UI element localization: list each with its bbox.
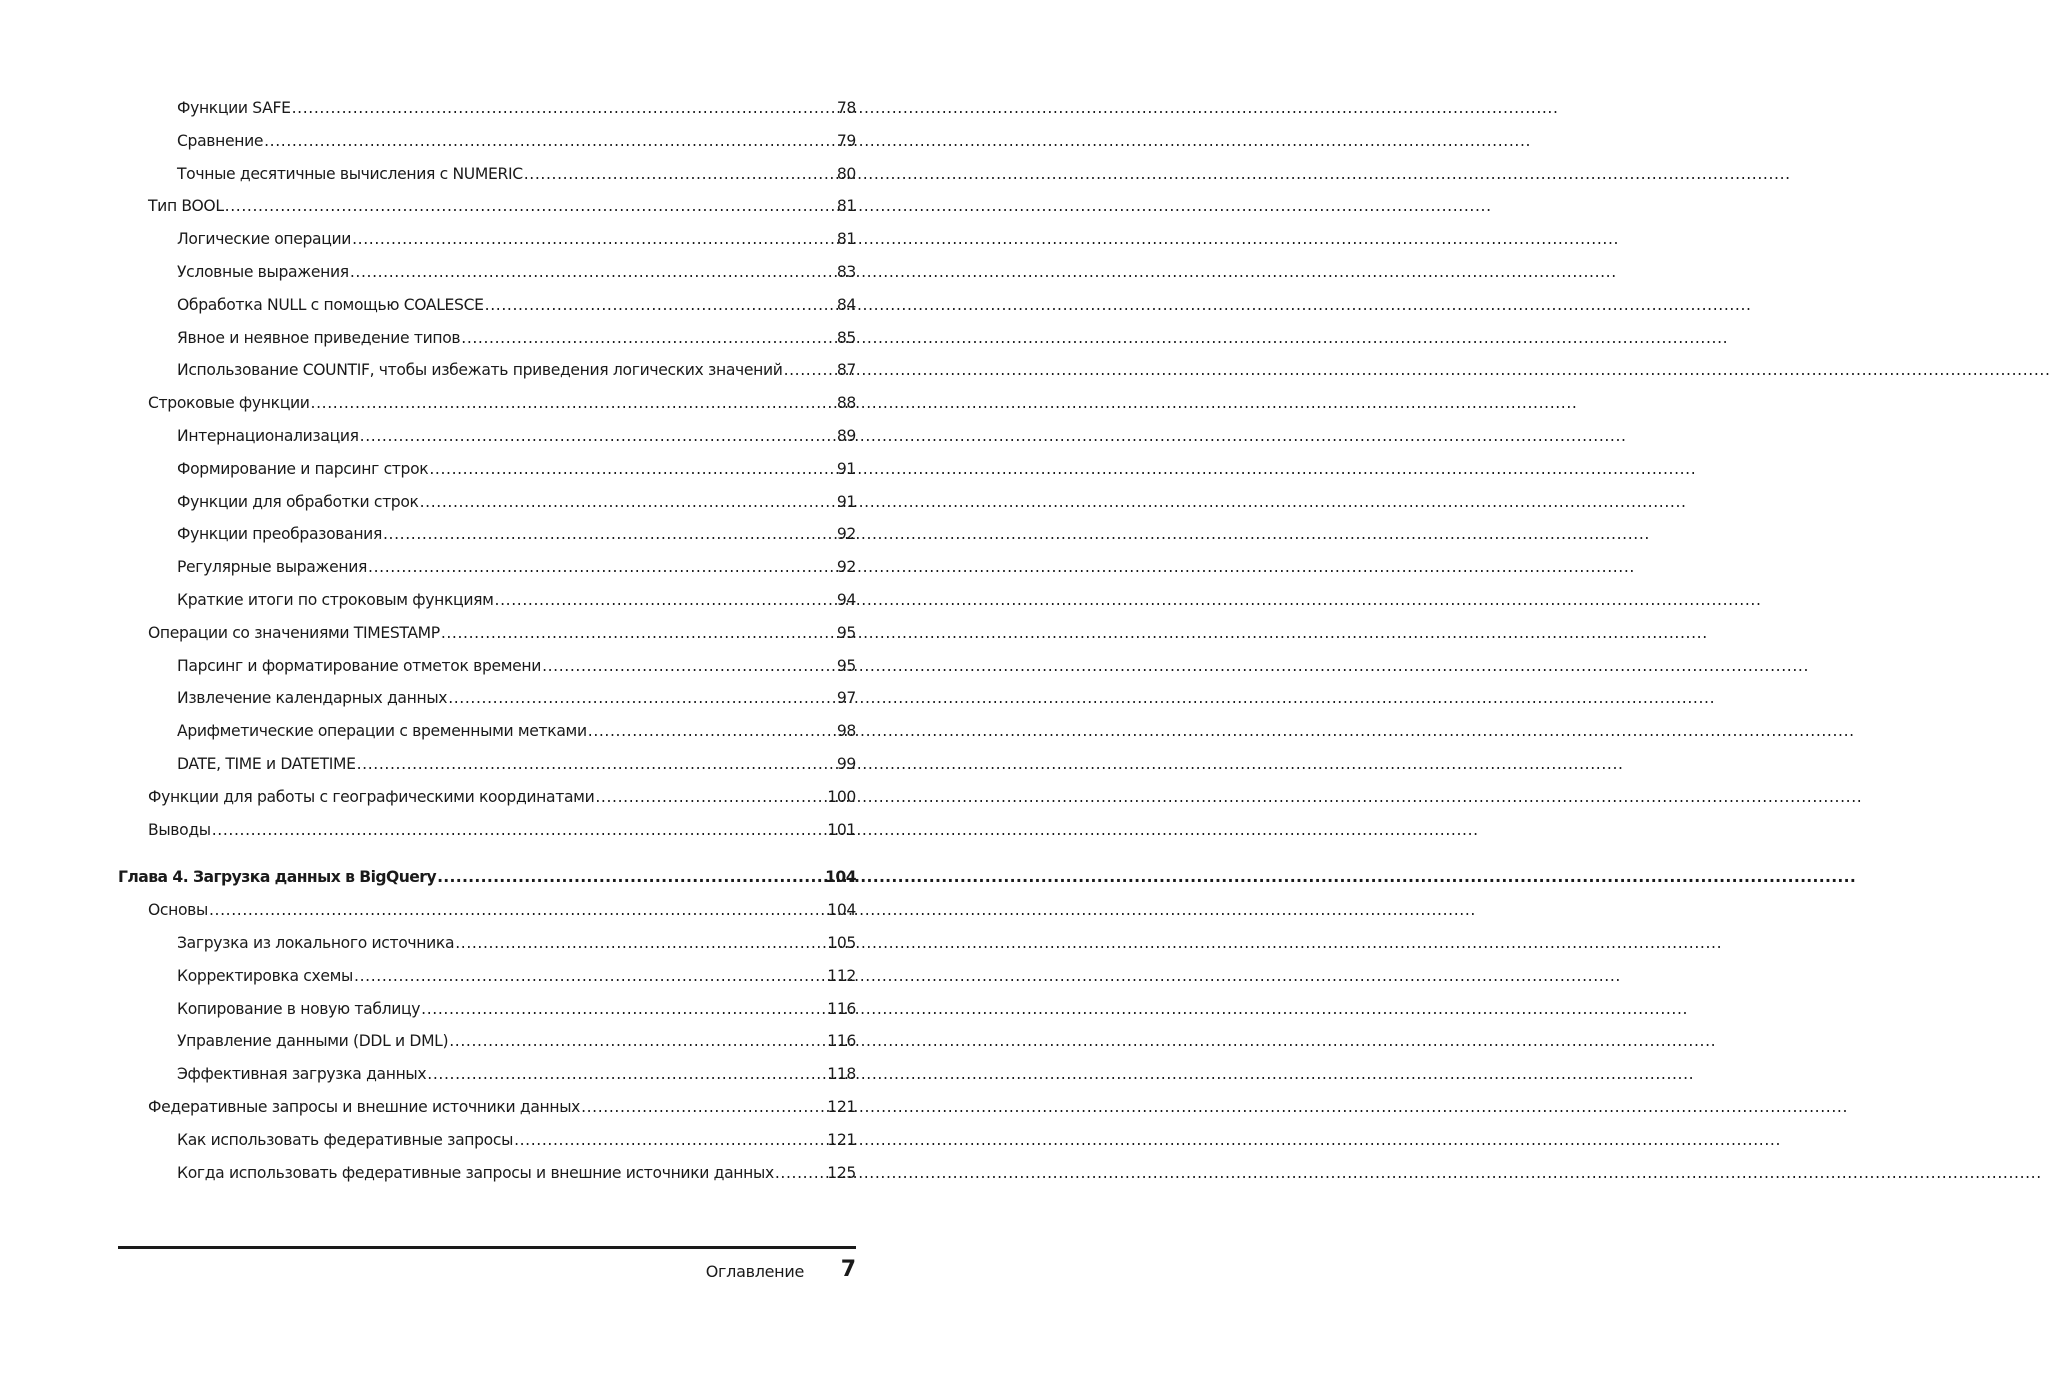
toc-dot-leader [420,486,836,519]
toc-entry-title: Глава 4. Загрузка данных в BigQuery [118,868,437,887]
toc-entry[interactable] [118,420,856,453]
toc-dot-leader [354,960,826,993]
toc-entry-page: 84 [836,295,856,314]
toc-entry-page: 92 [836,558,856,577]
toc-entry-title: Обработка NULL с помощью COALESCE [177,295,484,314]
toc-entry-page: 79 [836,131,856,150]
toc-entry[interactable] [118,927,856,960]
toc-entry-title: Тип BOOL [148,197,224,216]
toc-dot-leader [455,927,826,960]
footer-section-label: Оглавление [705,1262,804,1281]
toc-entry[interactable] [118,387,856,420]
toc-entry-page: 125 [827,1163,856,1182]
toc-dot-leader [209,894,826,927]
toc-entry-page: 116 [827,1032,856,1051]
toc-dot-leader [514,1124,826,1157]
toc-entry-page: 99 [836,754,856,773]
toc-dot-leader [595,781,826,814]
toc-entry-page: 78 [836,99,856,117]
toc-dot-leader [581,1091,826,1124]
toc-entry[interactable] [118,486,856,519]
toc-entry-page: 121 [827,1097,856,1116]
toc-entry-page: 101 [827,820,856,839]
toc-entry-title: Основы [148,901,208,920]
toc-dot-leader [360,420,836,453]
toc-dot-leader [441,617,836,650]
toc-entry-page: 81 [836,197,856,216]
toc-dot-leader [352,223,836,256]
toc-entry-title: Корректировка схемы [177,966,354,985]
footer-divider [118,1246,856,1249]
toc-entry-title: Функции SAFE [177,99,291,117]
toc-entry[interactable] [118,617,856,650]
toc-entry-page: 81 [836,230,856,249]
toc-dot-leader [524,158,836,191]
toc-dot-leader [784,354,836,387]
toc-dot-leader [775,1157,826,1190]
toc-entry-title: Краткие итоги по строковым функциям [177,590,494,609]
toc-entry-title: Функции для обработки строк [177,492,419,511]
toc-entry[interactable] [118,1124,856,1157]
toc-entry-title: Эффективная загрузка данных [177,1065,427,1084]
toc-entry-title: Сравнение [177,131,264,150]
toc-dot-leader [542,650,836,683]
toc-entry[interactable] [118,158,856,191]
toc-entry[interactable] [118,894,856,927]
toc-entry-title: Как использовать федеративные запросы [177,1130,514,1149]
toc-entry-page: 95 [836,623,856,642]
toc-entry-page: 105 [827,933,856,952]
toc-dot-leader [357,748,836,781]
footer-page-number: 7 [840,1257,856,1282]
toc-entry-page: 97 [836,689,856,708]
toc-entry-page: 112 [827,966,856,985]
toc-entry-page: 88 [836,394,856,413]
toc-entry-title: Выводы [148,820,211,839]
toc-entry[interactable] [118,125,856,158]
table-of-contents [118,92,856,1189]
toc-entry-page: 83 [836,262,856,281]
toc-entry-title: Функции преобразования [177,525,382,544]
toc-entry-title: Строковые функции [148,394,310,413]
toc-entry-title: Копирование в новую таблицу [177,999,421,1018]
toc-entry-page: 85 [836,328,856,347]
toc-entry-page: 100 [827,787,856,806]
toc-entry-title: Логические операции [177,230,352,249]
toc-chapter-entry[interactable] [118,861,856,894]
toc-entry-title: Условные выражения [177,262,349,281]
toc-entry-title: DATE, TIME и DATETIME [177,754,356,773]
toc-dot-leader [427,1058,826,1091]
toc-dot-leader [461,322,836,355]
toc-entry[interactable] [118,190,856,223]
toc-entry-title: Извлечение календарных данных [177,689,448,708]
toc-entry[interactable] [118,814,856,847]
toc-entry-title: Функции для работы с географическими координатами [148,787,595,806]
toc-dot-leader [449,1025,826,1058]
toc-dot-leader [437,861,824,894]
toc-entry[interactable] [118,1091,856,1124]
toc-entry-title: Загрузка из локального источника [177,933,455,952]
toc-entry-page: 104 [827,901,856,920]
toc-dot-leader [311,387,836,420]
toc-dot-leader [588,715,836,748]
toc-dot-leader [292,92,836,125]
toc-entry[interactable] [118,1157,856,1190]
toc-dot-leader [264,125,836,158]
toc-entry[interactable] [118,715,856,748]
toc-entry-title: Регулярные выражения [177,558,368,577]
toc-entry-title: Парсинг и форматирование отметок времени [177,656,542,675]
toc-entry[interactable] [118,1058,856,1091]
toc-entry[interactable] [118,223,856,256]
toc-entry-page: 118 [827,1065,856,1084]
toc-entry-page: 91 [836,492,856,511]
toc-entry-page: 92 [836,525,856,544]
toc-entry-title: Использование COUNTIF, чтобы избежать приведения логических значений [177,361,783,380]
toc-dot-leader [350,256,836,289]
toc-entry-title: Интернационализация [177,426,359,445]
toc-entry-title: Когда использовать федеративные запросы и внешние источники данных [177,1163,774,1182]
toc-entry[interactable] [118,1025,856,1058]
toc-entry-page: 89 [836,426,856,445]
toc-entry-page: 121 [827,1130,856,1149]
toc-entry-title: Управление данными (DDL и DML) [177,1032,449,1051]
toc-entry[interactable] [118,584,856,617]
toc-entry-title: Операции со значениями TIMESTAMP [148,623,440,642]
toc-entry[interactable] [118,256,856,289]
toc-entry-page: 91 [836,459,856,478]
toc-entry[interactable] [118,650,856,683]
toc-entry-page: 104 [825,868,856,887]
toc-entry-page: 116 [827,999,856,1018]
toc-entry[interactable] [118,453,856,486]
toc-entry[interactable] [118,354,856,387]
toc-dot-leader [212,814,827,847]
toc-entry-page: 80 [836,164,856,183]
toc-entry-page: 98 [836,722,856,741]
toc-dot-leader [429,453,836,486]
toc-entry-page: 95 [836,656,856,675]
toc-entry[interactable] [118,322,856,355]
toc-entry[interactable] [118,551,856,584]
toc-dot-leader [485,289,836,322]
toc-entry[interactable] [118,748,856,781]
toc-entry-title: Явное и неявное приведение типов [177,328,461,347]
toc-dot-leader [383,518,836,551]
toc-entry-title: Арифметические операции с временными метками [177,722,587,741]
toc-entry[interactable] [118,781,856,814]
toc-entry-page: 87 [836,361,856,380]
toc-entry-title: Точные десятичные вычисления с NUMERIC [177,164,523,183]
toc-dot-leader [495,584,836,617]
toc-entry[interactable] [118,92,856,125]
toc-dot-leader [421,993,826,1026]
toc-entry[interactable] [118,682,856,715]
toc-entry[interactable] [118,289,856,322]
toc-entry[interactable] [118,518,856,551]
toc-dot-leader [368,551,836,584]
toc-entry-page: 94 [836,590,856,609]
toc-entry[interactable] [118,993,856,1026]
toc-dot-leader [225,190,836,223]
toc-entry[interactable] [118,960,856,993]
toc-dot-leader [448,682,836,715]
toc-entry-title: Федеративные запросы и внешние источники данных [148,1097,581,1116]
toc-entry-title: Формирование и парсинг строк [177,459,429,478]
